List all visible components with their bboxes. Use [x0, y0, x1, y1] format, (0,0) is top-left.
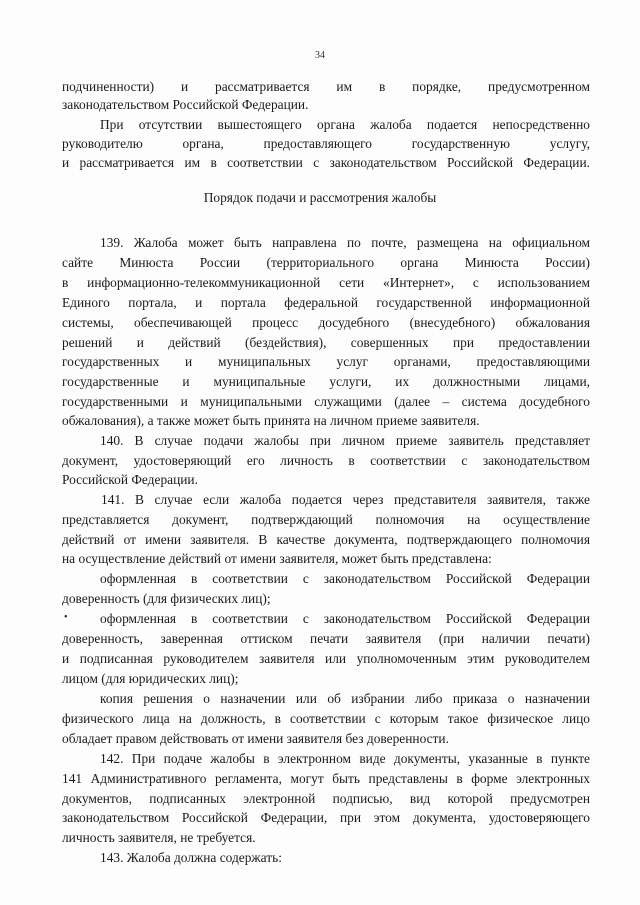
text-line: документ, удостоверяющий его личность в соответствии с законодательством — [62, 453, 590, 468]
text-line: 141 Административного регламента, могут быть представлены в форме электронных — [62, 771, 590, 786]
text-line: законодательством Российской Федерации, при этом документа, удостоверяющего — [62, 810, 590, 825]
scan-speck: • — [64, 612, 68, 623]
text-line: обжалования), а также может быть принята на личном приеме заявителя. — [62, 413, 480, 428]
text-line: руководителю органа, предоставляющего государственную услугу, — [62, 136, 590, 151]
text-line: 143. Жалоба должна содержать: — [100, 850, 282, 865]
section-heading: Порядок подачи и рассмотрения жалобы — [203, 190, 437, 205]
text-line: доверенность (для физических лиц); — [62, 591, 271, 606]
text-line: Российской Федерации. — [62, 472, 198, 487]
text-line: оформленная в соответствии с законодательством Российской Федерации — [100, 611, 590, 626]
text-line: физического лица на должность, в соответствии с которым такое физическое лицо — [62, 711, 590, 726]
text-line: государственных и муниципальных услуг органами, предоставляющими — [62, 354, 590, 369]
text-line: личность заявителя, не требуется. — [62, 830, 256, 845]
text-line: Единого портала, и портала федеральной государственной информационной — [62, 295, 590, 310]
text-line: представляется документ, подтверждающий полномочия на осуществление — [62, 512, 590, 527]
text-line: оформленная в соответствии с законодательством Российской Федерации — [100, 571, 590, 586]
text-line: законодательством Российской Федерации. — [62, 97, 309, 112]
text-line: и подписанная руководителем заявителя или уполномоченным этим руководителем — [62, 651, 590, 666]
text-line: 141. В случае если жалоба подается через представителя заявителя, также — [101, 492, 590, 507]
text-line: копия решения о назначении или об избрании либо приказа о назначении — [100, 691, 590, 706]
text-line: системы, обеспечивающей процесс досудебного (внесудебного) обжалования — [62, 315, 590, 330]
text-line: и рассматривается им в соответствии с законодательством Российской Федерации. — [62, 155, 590, 170]
text-line: 142. При подаче жалобы в электронном виде документы, указанные в пункте — [100, 751, 590, 766]
page-number: 34 — [315, 50, 325, 61]
text-line: решений и действий (бездействия), совершенных при предоставлении — [62, 335, 590, 350]
text-line: государственные и муниципальные услуги, их должностными лицами, — [62, 374, 590, 389]
text-line: сайте Минюста России (территориального органа Минюста России) — [62, 255, 590, 270]
text-line: государственными и муниципальными служащими (далее – система досудебного — [62, 394, 590, 409]
text-line: подчиненности) и рассматривается им в порядке, предусмотренном — [62, 79, 590, 94]
text-line: действий от имени заявителя. В качестве документа, подтверждающего полномочия — [62, 532, 590, 547]
text-line: обладает правом действовать от имени заявителя без доверенности. — [62, 731, 449, 746]
text-line: 139. Жалоба может быть направлена по почте, размещена на официальном — [100, 235, 590, 250]
text-line: лицом (для юридических лиц); — [62, 671, 239, 686]
text-line: 140. В случае подачи жалобы при личном приеме заявитель представляет — [100, 433, 590, 448]
text-line: документов, подписанных электронной подписью, вид которой предусмотрен — [62, 791, 590, 806]
text-line: в информационно-телекоммуникационной сети «Интернет», с использованием — [62, 275, 590, 290]
text-line: на осуществление действий от имени заявителя, может быть представлена: — [62, 551, 492, 566]
text-line: При отсутствии вышестоящего органа жалоба подается непосредственно — [100, 117, 590, 132]
text-line: доверенность, заверенная оттиском печати заявителя (при наличии печати) — [62, 631, 590, 646]
